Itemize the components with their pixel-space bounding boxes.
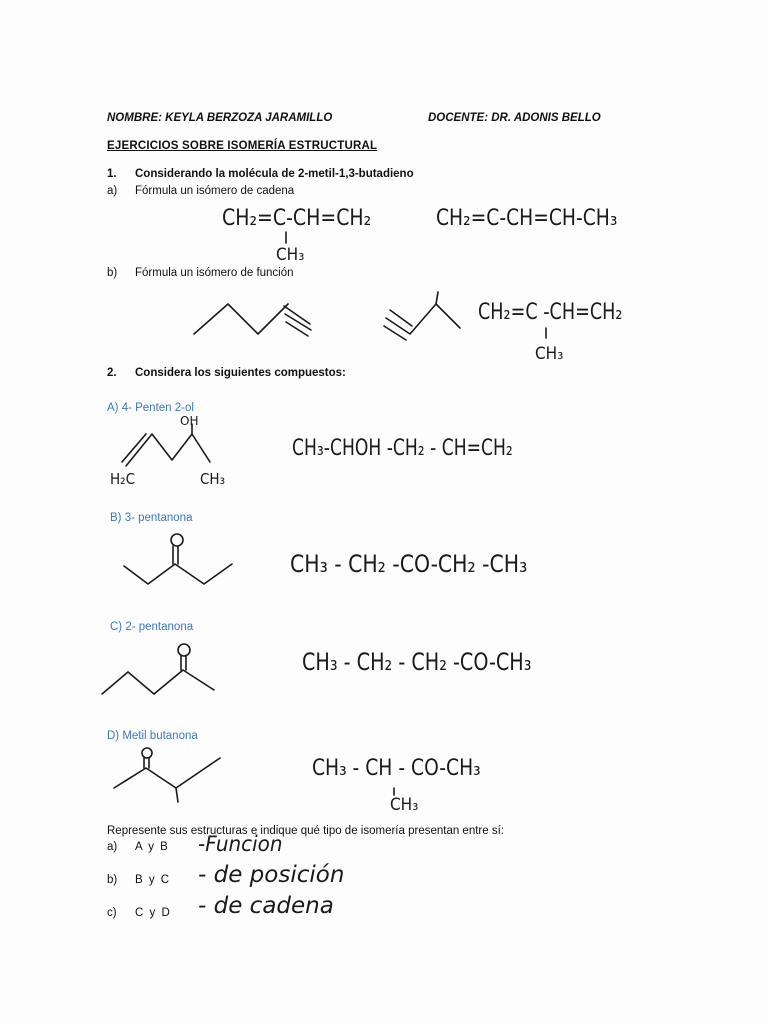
q1-b-formula: CH₂=C -CH=CH₂ — [478, 300, 623, 325]
q1-b-skeleton-2 — [380, 288, 470, 348]
q3-a-answer: -Funcion — [198, 832, 283, 856]
q1-b-text: Fórmula un isómero de función — [135, 267, 294, 279]
compound-b-label: B) 3- pentanona — [110, 512, 193, 524]
compound-a-h2c: H₂C — [110, 470, 136, 488]
q3-c-answer: - de cadena — [198, 893, 334, 919]
student-name: NOMBRE: KEYLA BERZOZA JARAMILLO — [107, 112, 333, 124]
compound-b-formula: CH₃ - CH₂ -CO-CH₂ -CH₃ — [290, 550, 528, 578]
q3-a-label: a) — [107, 841, 118, 853]
q3-a-pair: A y B — [135, 841, 170, 853]
q3-text: Represente sus estructuras e indique qué tipo de isomería presentan entre sí: — [107, 825, 504, 837]
compound-a-label: A) 4- Penten 2-ol — [107, 402, 194, 414]
compound-a-ch3: CH₃ — [200, 470, 226, 488]
q1-b-branch-bond — [542, 326, 552, 346]
q1-number: 1. — [107, 168, 117, 180]
teacher-name: DOCENTE: DR. ADONIS BELLO — [428, 112, 601, 124]
compound-d-branch: CH₃ — [390, 795, 419, 815]
q3-b-answer: - de posición — [198, 862, 345, 888]
q1-a-formula-2: CH₂=C-CH=CH-CH₃ — [436, 206, 618, 231]
page-title: EJERCICIOS SOBRE ISOMERÍA ESTRUCTURAL — [107, 140, 378, 152]
compound-c-skeleton — [98, 640, 228, 700]
q1-a-label: a) — [107, 185, 118, 197]
compound-c-label: C) 2- pentanona — [110, 621, 194, 633]
q1-b-skeleton-1 — [188, 290, 318, 350]
compound-b-skeleton — [120, 530, 240, 590]
q2-number: 2. — [107, 367, 117, 379]
q1-a-formula-1-branch: CH₃ — [276, 245, 305, 265]
compound-d-skeleton — [104, 744, 234, 814]
compound-d-formula: CH₃ - CH - CO-CH₃ — [312, 756, 481, 781]
compound-d-label: D) Metil butanona — [107, 730, 198, 742]
q1-b-formula-branch: CH₃ — [535, 344, 564, 364]
q3-b-pair: B y C — [135, 874, 171, 886]
q2-text: Considera los siguientes compuestos: — [135, 367, 346, 379]
compound-a-oh: OH — [180, 414, 199, 428]
q1-a-formula-1: CH₂=C-CH=CH₂ — [222, 206, 372, 231]
q1-a-text: Fórmula un isómero de cadena — [135, 185, 295, 197]
q1-text: Considerando la molécula de 2-metil-1,3-butadieno — [135, 168, 414, 180]
compound-a-formula: CH₃-CHOH -CH₂ - CH=CH₂ — [292, 436, 513, 461]
q3-c-pair: C y D — [135, 907, 172, 919]
q1-b-label: b) — [107, 267, 118, 279]
q3-b-label: b) — [107, 874, 118, 886]
compound-c-formula: CH₃ - CH₂ - CH₂ -CO-CH₃ — [302, 648, 532, 676]
q3-c-label: c) — [107, 907, 117, 919]
